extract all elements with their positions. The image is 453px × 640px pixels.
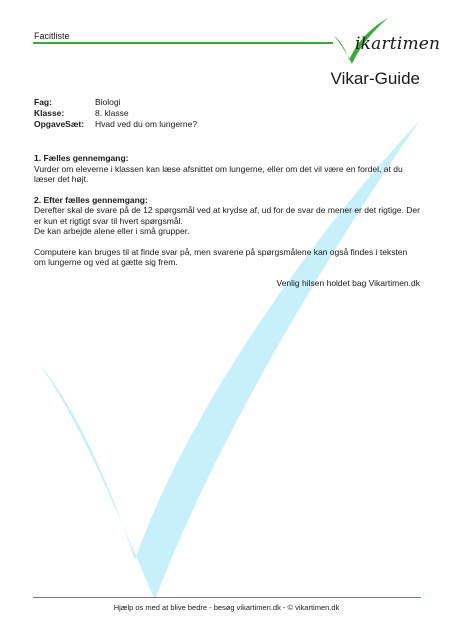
meta-value: Biologi [95,97,121,107]
meta-key: Klasse: [34,108,65,118]
meta-row-subject [34,97,197,108]
guide-body [34,153,420,288]
logo-text: ikartimen [355,34,441,54]
footer-text: Hjælp os med at blive bedre - besøg vikartimen.dk - © vikartimen.dk [113,603,340,612]
section-text-2b: De kan arbejde alene eller i små grupper. [34,226,190,236]
footer-rule [33,597,421,598]
header-rule [33,42,333,44]
meta-row-assignment [34,119,197,130]
section-text-1: Vurder om eleverne i klassen kan læse afsnittet om lungerne, eller om det vil være en fordel, at du læser det højt. [34,163,403,184]
section-text-2: Derefter skal de svare på de 12 spørgsmål ved at krydse af, ud for de svar de mener er det rigtige. Der er kun et rigtigt svar til hvert spørgsmål. [34,205,420,226]
meta-key: OpgaveSæt: [34,119,85,129]
section-heading-1: 1. Fælles gennemgang: [34,153,129,163]
meta-key: Fag: [34,97,52,107]
meta-value: Hvad ved du om lungerne? [95,119,198,129]
meta-row-class [34,108,197,119]
signature: Venlig hilsen holdet bag Vikartimen.dk [276,277,420,288]
computer-text: Computere kan bruges til at finde svar på, men svarene på spørgsmålene kan også findes i teksten om lungerne og ved at gætte sig frem. [34,246,408,267]
meta-table [34,97,197,130]
header-label: Facitliste [34,31,70,41]
meta-value: 8. klasse [95,108,129,118]
section-heading-2: 2. Efter fælles gennemgang: [34,194,148,205]
page-title: Vikar-Guide [330,69,420,88]
